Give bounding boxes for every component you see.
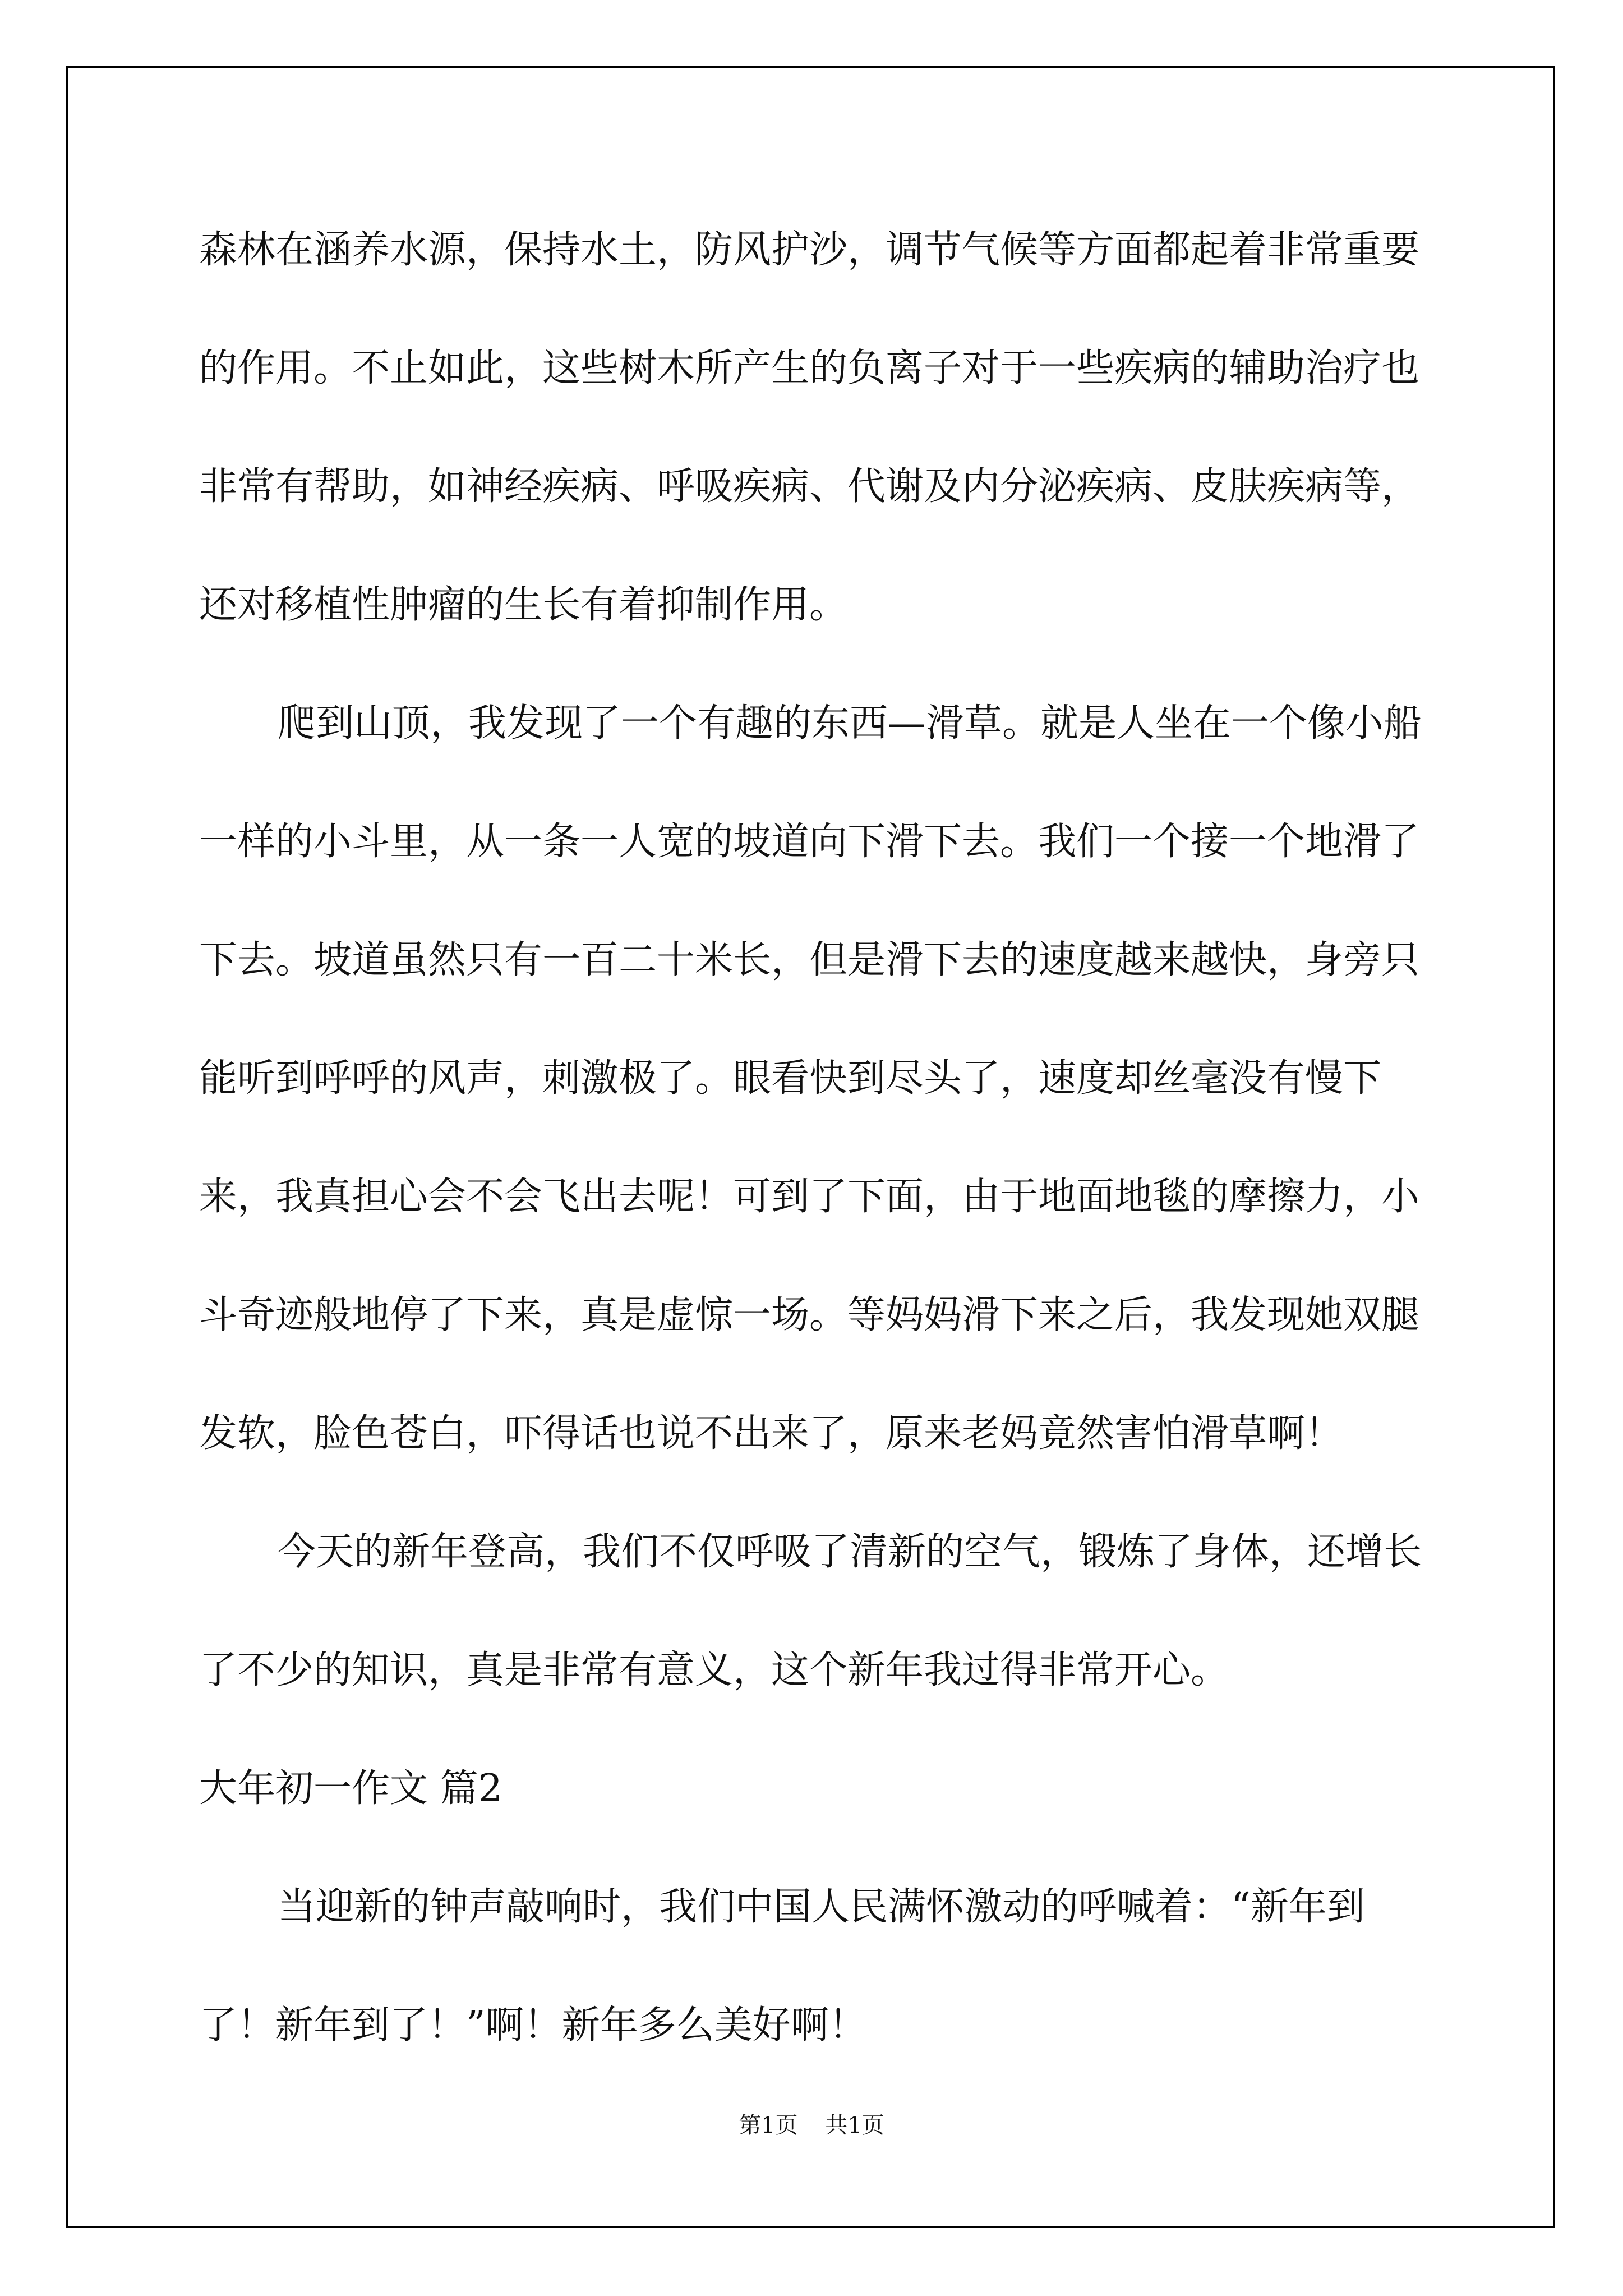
- page-footer: [0, 2108, 1623, 2139]
- section-heading: 大年初一作文 篇2: [199, 1766, 502, 1811]
- page-total: 共1页: [825, 2113, 884, 2138]
- page-number: 第1页: [739, 2113, 798, 2138]
- paragraph-new-year-bell: 当迎新的钟声敲响时，我们中国人民满怀激动的呼喊着：“新年到了！新年到了！”啊！新年多么美好啊！: [199, 1885, 1365, 2047]
- paragraph-grass-sliding: 爬到山顶，我发现了一个有趣的东西—滑草。就是人坐在一个像小船一样的小斗里，从一条一人宽的坡道向下滑下去。我们一个接一个地滑了下去。坡道虽然只有一百二十米长，但是滑下去的速度越来越快，身旁只能听到呼呼的风声，刺激极了。眼看快到尽头了，速度却丝毫没有慢下来，我真担心会不会飞出去呢！可到了下面，由于地面地毯的摩擦力，小斗奇迹般地停了下来，真是虚惊一场。等妈妈滑下来之后，我发现她双腿发软，脸色苍白，吓得话也说不出来了，原来老妈竟然害怕滑草啊！: [199, 701, 1422, 1456]
- paragraph-forest: 森林在涵养水源，保持水土，防风护沙，调节气候等方面都起着非常重要的作用。不止如此，这些树木所产生的负离子对于一些疾病的辅助治疗也非常有帮助，如神经疾病、呼吸疾病、代谢及内分泌疾病、皮肤疾病等，还对移植性肿瘤的生长有着抑制作用。: [199, 228, 1420, 627]
- document-body: [199, 191, 1422, 2085]
- paragraph-new-year-climb: 今天的新年登高，我们不仅呼吸了清新的空气，锻炼了身体，还增长了不少的知识，真是非常有意义，这个新年我过得非常开心。: [199, 1530, 1422, 1692]
